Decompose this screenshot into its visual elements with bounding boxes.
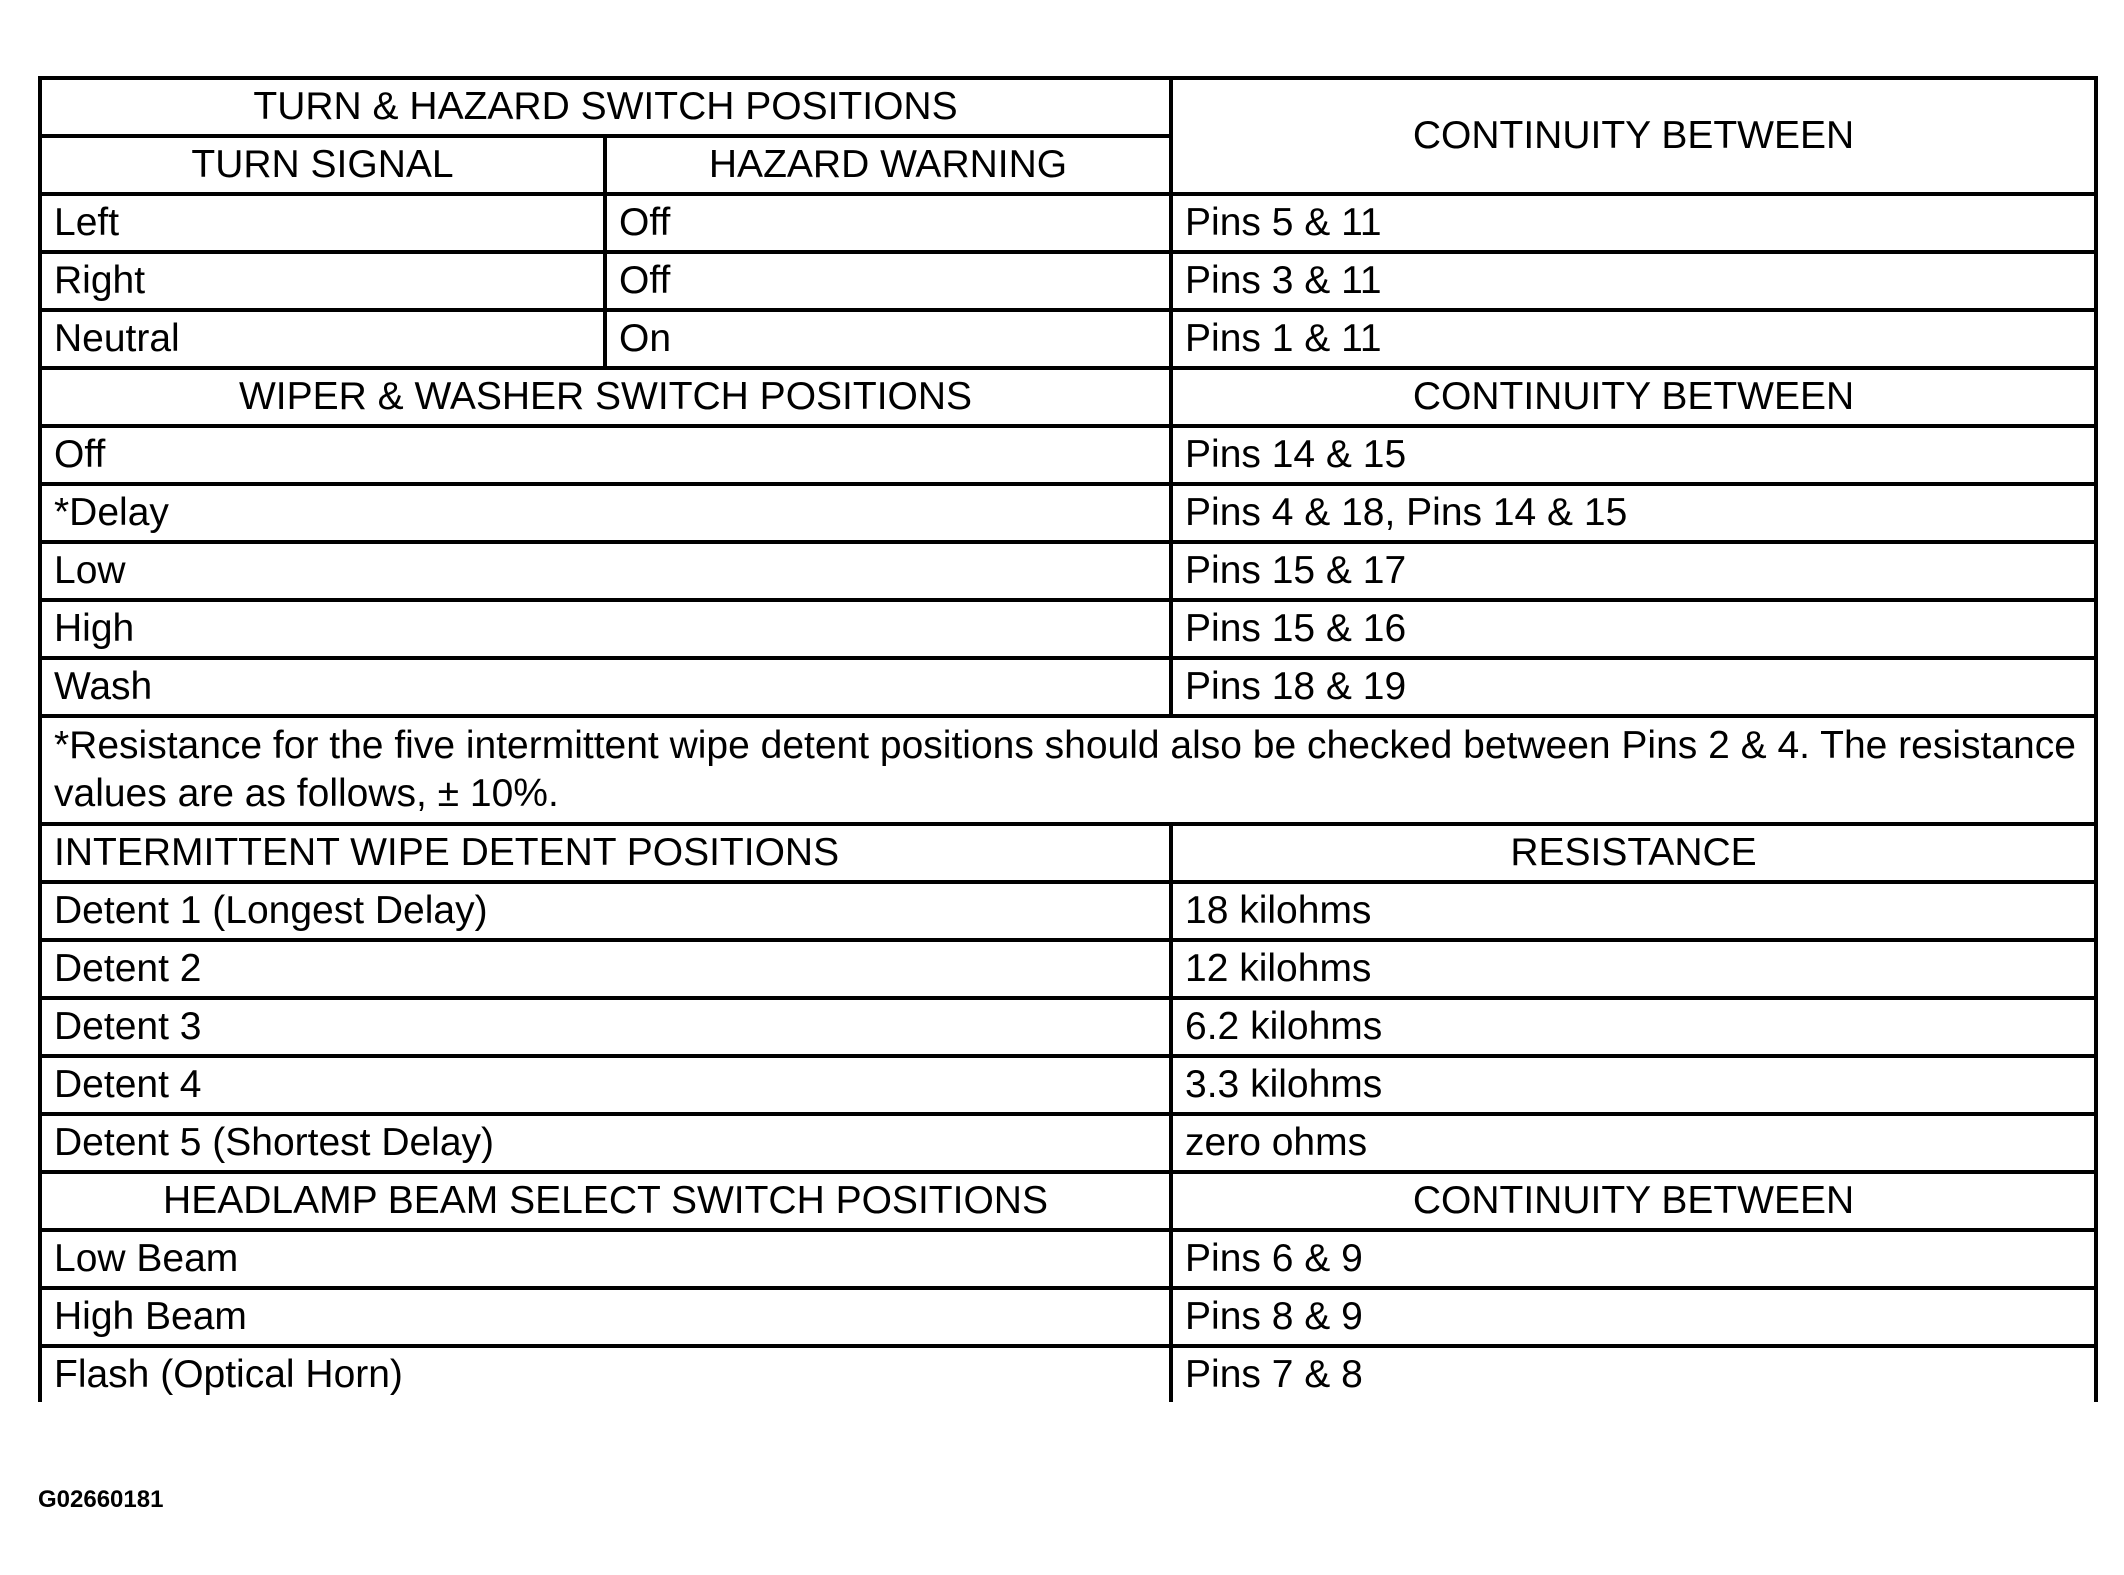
continuity-cell: Pins 14 & 15 (1171, 426, 2096, 484)
continuity-cell: Pins 6 & 9 (1171, 1230, 2096, 1288)
continuity-cell: Pins 5 & 11 (1171, 194, 2096, 252)
switch-position-cell: High Beam (40, 1288, 1171, 1346)
detent-position-cell: Detent 5 (Shortest Delay) (40, 1114, 1171, 1172)
table-row (40, 252, 2096, 310)
table-row (40, 600, 2096, 658)
table-row (40, 542, 2096, 600)
continuity-cell: Pins 4 & 18, Pins 14 & 15 (1171, 484, 2096, 542)
table-row (40, 1230, 2096, 1288)
turn-hazard-header-row (40, 78, 2096, 136)
table-row (40, 882, 2096, 940)
hazard-warning-cell: On (605, 310, 1171, 368)
resistance-note-row (40, 716, 2096, 824)
headlamp-continuity-header: CONTINUITY BETWEEN (1171, 1172, 2096, 1230)
intermittent-header-row (40, 824, 2096, 882)
switch-test-table-container (38, 76, 2094, 1402)
hazard-warning-column-header: HAZARD WARNING (605, 136, 1171, 194)
table-row (40, 658, 2096, 716)
hazard-warning-cell: Off (605, 194, 1171, 252)
resistance-note: *Resistance for the five intermittent wipe detent positions should also be checked between Pins 2 & 4. The resistance values are as follows, ± 10%. (40, 716, 2096, 824)
headlamp-positions-header: HEADLAMP BEAM SELECT SWITCH POSITIONS (40, 1172, 1171, 1230)
continuity-cell: Pins 3 & 11 (1171, 252, 2096, 310)
switch-continuity-table (38, 76, 2098, 1402)
detent-position-cell: Detent 3 (40, 998, 1171, 1056)
turn-signal-column-header: TURN SIGNAL (40, 136, 605, 194)
switch-position-cell: Flash (Optical Horn) (40, 1346, 1171, 1402)
table-row (40, 1056, 2096, 1114)
detent-position-cell: Detent 1 (Longest Delay) (40, 882, 1171, 940)
table-row (40, 310, 2096, 368)
switch-position-cell: *Delay (40, 484, 1171, 542)
wiper-washer-positions-header: WIPER & WASHER SWITCH POSITIONS (40, 368, 1171, 426)
turn-signal-cell: Neutral (40, 310, 605, 368)
resistance-header: RESISTANCE (1171, 824, 2096, 882)
resistance-cell: 3.3 kilohms (1171, 1056, 2096, 1114)
detent-position-cell: Detent 2 (40, 940, 1171, 998)
continuity-cell: Pins 15 & 17 (1171, 542, 2096, 600)
switch-position-cell: Wash (40, 658, 1171, 716)
table-row (40, 1346, 2096, 1402)
continuity-cell: Pins 18 & 19 (1171, 658, 2096, 716)
resistance-cell: 18 kilohms (1171, 882, 2096, 940)
switch-position-cell: Off (40, 426, 1171, 484)
table-row (40, 426, 2096, 484)
continuity-cell: Pins 7 & 8 (1171, 1346, 2096, 1402)
wiper-washer-header-row (40, 368, 2096, 426)
table-row (40, 194, 2096, 252)
table-row (40, 998, 2096, 1056)
table-row (40, 484, 2096, 542)
intermittent-positions-header: INTERMITTENT WIPE DETENT POSITIONS (40, 824, 1171, 882)
table-row (40, 1114, 2096, 1172)
turn-signal-cell: Left (40, 194, 605, 252)
turn-hazard-continuity-header: CONTINUITY BETWEEN (1171, 78, 2096, 194)
turn-hazard-positions-header: TURN & HAZARD SWITCH POSITIONS (40, 78, 1171, 136)
switch-position-cell: Low Beam (40, 1230, 1171, 1288)
resistance-cell: 6.2 kilohms (1171, 998, 2096, 1056)
turn-signal-cell: Right (40, 252, 605, 310)
resistance-cell: 12 kilohms (1171, 940, 2096, 998)
headlamp-header-row (40, 1172, 2096, 1230)
switch-position-cell: High (40, 600, 1171, 658)
continuity-cell: Pins 8 & 9 (1171, 1288, 2096, 1346)
wiper-washer-continuity-header: CONTINUITY BETWEEN (1171, 368, 2096, 426)
switch-position-cell: Low (40, 542, 1171, 600)
detent-position-cell: Detent 4 (40, 1056, 1171, 1114)
table-row (40, 940, 2096, 998)
resistance-cell: zero ohms (1171, 1114, 2096, 1172)
table-row (40, 1288, 2096, 1346)
continuity-cell: Pins 1 & 11 (1171, 310, 2096, 368)
hazard-warning-cell: Off (605, 252, 1171, 310)
continuity-cell: Pins 15 & 16 (1171, 600, 2096, 658)
figure-id: G02660181 (38, 1486, 164, 1513)
